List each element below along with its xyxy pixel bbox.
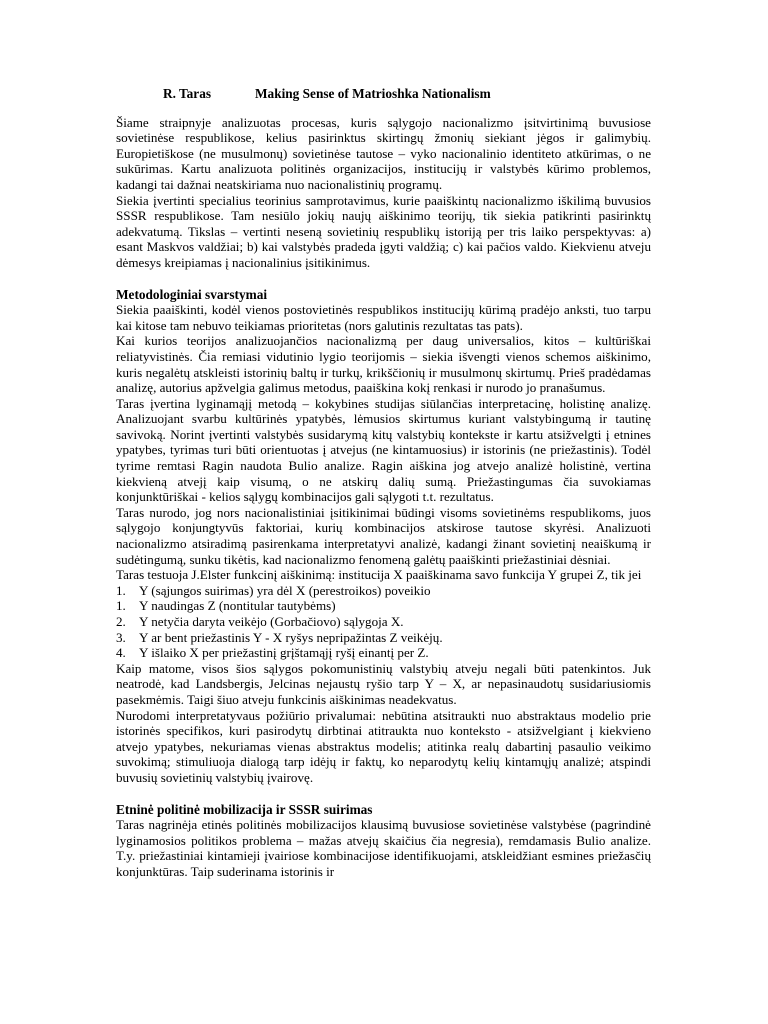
- list-item-text: Y išlaiko X per priežastinį grįštamąjį ryšį einantį per Z.: [139, 645, 429, 661]
- body-paragraph: Kaip matome, visos šios sąlygos pokomunistinių valstybių atveju negali būti patenkintos. Juk neatrodė, kad Landsbergis, Jelcinas nejaustų ryšio tarp Y – X, ar nepasinaudotų susidariusiomis pasekmėmis. Taigi šiuo atveju funkcinis aiškinimas neadekvatus.: [116, 660, 651, 707]
- intro-paragraph: Šiame straipnyje analizuotas procesas, kuris sąlygojo nacionalizmo įsitvirtinimą buvusiose sovietinėse respublikose, kelius pasirinktus skirtingų žmonių siekiant jėgos ir galimybių. Europietiškose (ne musulmonų) sovietinėse tautose – vyko nacionalinio identiteto atkūrimas, o ne sukūrimas. Kartu analizuota politinės organizacijos, institucijų ir valstybės kūrimo problemos, kadangi tai dažnai neatskiriama nuo nacionalistinių programų.: [116, 114, 651, 192]
- list-item-text: Y ar bent priežastinis Y - X ryšys nepripažintas Z veikėjų.: [139, 629, 443, 645]
- list-item-text: Y netyčia daryta veikėjo (Gorbačiovo) sąlygoja X.: [139, 614, 404, 629]
- body-paragraph: Siekia paaiškinti, kodėl vienos postovietinės respublikos institucijų kūrimą pradėjo anksti, tuo tarpu kai kitose tam nebuvo teikiamas prioritetas (nors galutinis rezultatas tas pats).: [116, 302, 651, 333]
- list-item: [116, 583, 651, 599]
- document-page: [116, 86, 651, 880]
- intro-paragraph: Siekia įvertinti specialius teorinius samprotavimus, kurie paaiškintų nacionalizmo iškilimą buvusios SSSR respublikose. Tam nesiūlo jokių naujų aiškinimo teorijų, tik siekia patikrinti pasirinktų adekvatumą. Tikslas – vertinti neseną sovietinių respublikų istoriją per tris laiko perspektyvas: a) esant Maskvos valdžiai; b) kai valstybės pradeda įgyti valdžią; c) kai pačios valdo. Kiekvienu atveju dėmesys kreipiamas į nacionalinius įsitikinimus.: [116, 192, 651, 270]
- condition-list: [116, 583, 651, 661]
- title-text: Making Sense of Matrioshka Nationalism: [255, 86, 491, 101]
- list-item-text: Y naudingas Z (nontitular tautybėms): [139, 598, 336, 614]
- list-item-number: 1.: [116, 582, 126, 598]
- body-paragraph: Taras testuoja J.Elster funkcinį aiškinimą: institucija X paaiškinama savo funkcija Y grupei Z, tik jei: [116, 567, 642, 583]
- list-item: [116, 614, 651, 630]
- list-item-number: 3.: [116, 629, 126, 645]
- list-item: [116, 645, 651, 661]
- list-item-number: 2.: [116, 614, 126, 629]
- list-item-text: Y (sąjungos suirimas) yra dėl X (perestroikos) poveikio: [139, 582, 431, 598]
- document-title: [163, 86, 651, 102]
- list-item-number: 4.: [116, 645, 126, 661]
- list-item: [116, 630, 651, 646]
- body-paragraph: Kai kurios teorijos analizuojančios nacionalizmą per daug universalios, kitos – kultūriškai reliatyvistinės. Čia remiasi vidutinio lygio teorijomis – siekia išvengti vienos schemos aiškinimo, kuris negalėtų atskleisti istorinių baltų ir turkų, krikščionių ir musulmonų skirtumų. Prieš pradėdamas analizę, autorius apžvelgia galimus metodus, paaiškina kokį renkasi ir nurodo jo pranašumus.: [116, 333, 651, 396]
- body-paragraph: Taras nurodo, jog nors nacionalistiniai įsitikinimai būdingi visoms sovietinėms respublikoms, juos sąlygojo konjungtyvūs faktoriai, kurių kombinacijos atskirose tautose skyrėsi. Analizuoti nacionalizmo atsiradimą pasirenkama interpretatyvi analizė, kadangi žinant sovietinį neaiškumą ir sudėtingumą, sunku tikėtis, kad nacionalizmo fenomeną galėtų paaiškinti priežastiniai dėsniai.: [116, 504, 651, 567]
- body-paragraph: Taras nagrinėja etinės politinės mobilizacijos klausimą buvusiose sovietinėse valstybėse (pagrindinė lyginamosios politikos problema – mažas atvejų skaičius čia negresia), remdamasis Bulio analize. T.y. priežastiniai kintamieji įvairiose kombinacijose identifikuojami, atskleidžiant esmines priežasčių konjunktūras. Taip suderinama istorinis ir: [116, 817, 651, 879]
- section-heading-methodology: Metodologiniai svarstymai: [116, 286, 268, 302]
- title-author: R. Taras: [163, 86, 212, 101]
- body-paragraph: Taras įvertina lyginamąjį metodą – kokybines studijas siūlančias interpretacinę, holistinę analizę. Analizuojant svarbu kultūrinės ypatybės, lėmusios skirtumus kuriant valstybingumą ir tautinę savivoką. Norint įvertinti valstybės susidarymą kitų valstybių kontekste ir kartu atsižvelgti į etnines ypatybes, tyrimas turi būti orientuotas į atvejus (ne kintamuosius) ir istorinis (ne priežastinis). Todėl tyrime remtasi Ragin naudota Bulio analize. Ragin aiškina jog atvejo analizė holistinė, vertina kiekvieną atvejį kaip visumą, o ne atskirų dalių sumą. Priežastingumas čia suvokiamas konjunktūriškai - kelios sąlygų kombinacijos gali sąlygoti t.t. rezultatus.: [116, 395, 651, 505]
- list-item: [116, 598, 651, 614]
- section-heading-mobilization: Etninė politinė mobilizacija ir SSSR suirimas: [116, 801, 373, 817]
- body-paragraph: Nurodomi interpretatyvaus požiūrio privalumai: nebūtina atsitraukti nuo abstraktaus modelio prie istorinės specifikos, kuri pasirodytų dirbtinai atitraukta nuo konteksto - atsižvelgiant į kiekvieno atvejo ypatybes, nekuriamas vienas abstraktus modelis; atitinka realų dabartinį pasaulio veikimo suvokimą; stimuliuoja dialogą tarp idėjų ir faktų, ko neparodytų kelių kintamųjų analizė; atspindi buvusių sovietinių valstybių įvairovę.: [116, 707, 651, 785]
- list-item-number: 1.: [116, 598, 126, 614]
